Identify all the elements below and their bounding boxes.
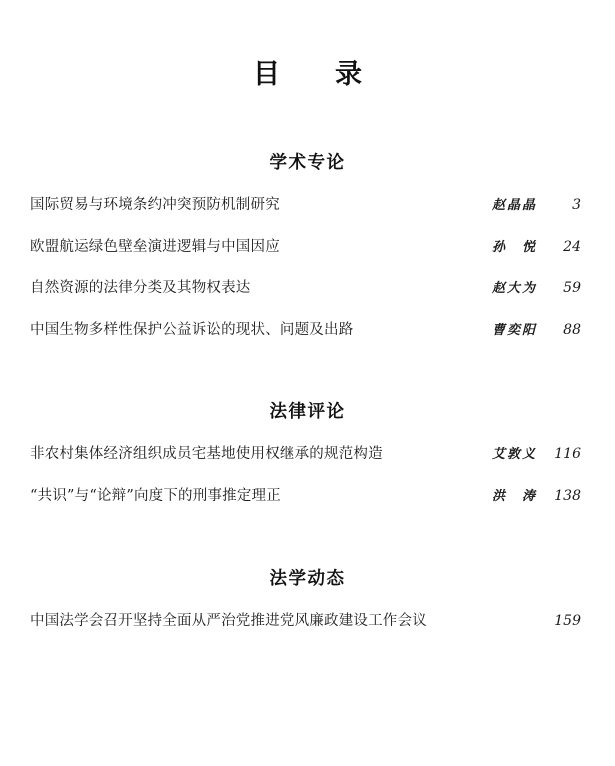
entry-page-number: 138 (554, 487, 581, 504)
toc-entry[interactable] (22, 444, 593, 465)
entry-title: 欧盟航运绿色壁垒演进逻辑与中国因应 (30, 238, 280, 255)
entry-list (22, 195, 593, 340)
toc-entry[interactable] (22, 486, 593, 507)
entry-list (22, 444, 593, 506)
toc-entry[interactable] (22, 278, 593, 299)
entry-author: 赵晶晶 (491, 198, 537, 213)
entry-author: 曹奕阳 (491, 322, 537, 338)
toc-entry[interactable] (22, 320, 593, 341)
entry-title: 非农村集体经济组织成员宅基地使用权继承的规范构造 (30, 446, 383, 463)
entry-title: 中国生物多样性保护公益诉讼的现状、问题及出路 (30, 321, 354, 338)
entry-title: 自然资源的法律分类及其物权表达 (30, 280, 251, 297)
entry-author: 孙 悦 (491, 239, 537, 255)
section-law-review (22, 398, 593, 506)
entry-page-number: 3 (572, 197, 581, 213)
section-heading: 法律评论 (269, 402, 346, 423)
entry-page-number: 116 (554, 446, 581, 463)
entry-page-number: 88 (563, 321, 581, 338)
section-heading: 法学动态 (269, 568, 346, 589)
entry-author: 艾敦义 (491, 447, 537, 463)
section-academic-articles (22, 149, 593, 340)
entry-page-number: 59 (563, 280, 581, 297)
table-of-contents-page (0, 52, 615, 766)
page-title: 目 录 (253, 59, 376, 90)
entry-list (22, 611, 593, 632)
entry-author: 赵大为 (491, 281, 537, 297)
entry-title: “共识”与“论辩”向度下的刑事推定理正 (30, 487, 281, 504)
toc-entry[interactable] (22, 237, 593, 258)
toc-entry[interactable] (22, 611, 593, 632)
entry-author: 洪 涛 (491, 488, 537, 504)
section-heading: 学术专论 (269, 153, 346, 173)
entry-page-number: 159 (554, 612, 581, 629)
section-legal-news (22, 565, 593, 632)
entry-page-number: 24 (563, 238, 581, 255)
toc-entry[interactable] (22, 195, 593, 216)
entry-title: 中国法学会召开坚持全面从严治党推进党风廉政建设工作会议 (30, 612, 427, 629)
entry-title: 国际贸易与环境条约冲突预防机制研究 (30, 197, 280, 213)
